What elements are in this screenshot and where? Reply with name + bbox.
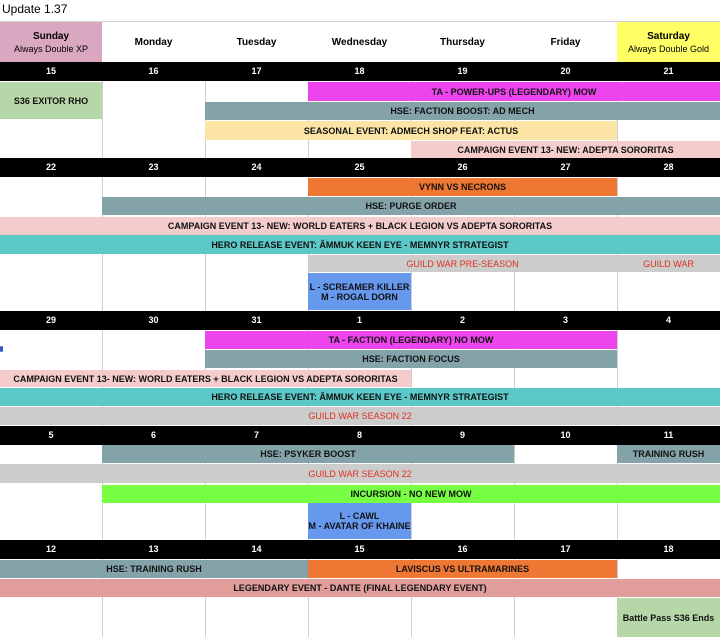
event-hse-faction-focus: HSE: FACTION FOCUS <box>205 350 617 368</box>
event-ta-faction-legendary-no-mow: TA - FACTION (LEGENDARY) NO MOW <box>205 331 617 349</box>
date-number: 4 <box>665 315 671 325</box>
date-number: 30 <box>148 315 159 325</box>
event-guild-war-pre-season: GUILD WAR PRE-SEASON <box>308 255 617 272</box>
date-number: 18 <box>663 544 674 554</box>
date-number: 31 <box>251 315 262 325</box>
event-l-screamer-killer-m-rogal-dorn: L - SCREAMER KILLER M - ROGAL DORN <box>308 273 411 310</box>
date-number: 24 <box>251 162 262 172</box>
event-laviscus-vs-ultramarines: LAVISCUS VS ULTRAMARINES <box>308 560 617 578</box>
event-hero-release-event-mmuk-keen-eye-memnyr-strategist: HERO RELEASE EVENT: ÂMMUK KEEN EYE - MEMNYR STRATEGIST <box>0 388 720 406</box>
date-number: 25 <box>354 162 365 172</box>
date-number: 11 <box>663 430 674 440</box>
event-guild-war-season-22: GUILD WAR SEASON 22 <box>0 464 720 483</box>
date-number: 9 <box>459 430 465 440</box>
page-title: Update 1.37 <box>2 2 68 16</box>
date-number: 13 <box>148 544 159 554</box>
date-number: 10 <box>560 430 571 440</box>
event-campaign-event-13-new-world-eaters-black-legion-vs-adepta-sororitas: CAMPAIGN EVENT 13- NEW: WORLD EATERS + BLACK LEGION VS ADEPTA SORORITAS <box>0 370 411 387</box>
date-number: 26 <box>457 162 468 172</box>
event-campaign-event-13-new-adepta-sororitas: CAMPAIGN EVENT 13- NEW: ADEPTA SORORITAS <box>411 141 720 158</box>
event-seasonal-event-admech-shop-feat-actus: SEASONAL EVENT: ADMECH SHOP FEAT: ACTUS <box>205 121 617 140</box>
date-number: 1 <box>356 315 362 325</box>
event-guild-war-season-22: GUILD WAR SEASON 22 <box>0 407 720 425</box>
date-number: 6 <box>150 430 156 440</box>
date-number: 29 <box>45 315 56 325</box>
day-header-monday <box>102 22 205 62</box>
week-date-row <box>0 540 720 559</box>
date-number: 8 <box>356 430 362 440</box>
date-number: 12 <box>45 544 56 554</box>
week-date-row <box>0 426 720 445</box>
date-number: 18 <box>354 66 365 76</box>
event-hse-faction-boost-ad-mech: HSE: FACTION BOOST: AD MECH <box>205 102 720 120</box>
date-number: 17 <box>251 66 262 76</box>
day-name: Wednesday <box>331 36 388 48</box>
day-header-wednesday <box>308 22 411 62</box>
event-hse-psyker-boost: HSE: PSYKER BOOST <box>102 445 514 463</box>
day-header-sunday <box>0 22 102 62</box>
day-header-friday <box>514 22 617 62</box>
date-number: 16 <box>457 544 468 554</box>
day-name: Saturday <box>647 30 690 42</box>
event-training-rush: TRAINING RUSH <box>617 445 720 463</box>
day-name: Monday <box>134 36 173 48</box>
event-legendary-event-dante-final-legendary-event: LEGENDARY EVENT - DANTE (FINAL LEGENDARY EVENT) <box>0 579 720 597</box>
day-header-thursday <box>411 22 514 62</box>
date-number: 28 <box>663 162 674 172</box>
date-number: 21 <box>663 66 674 76</box>
date-number: 2 <box>459 315 465 325</box>
day-note: Always Double Gold <box>627 43 710 54</box>
event-vynn-vs-necrons: VYNN VS NECRONS <box>308 178 617 196</box>
event-hero-release-event-mmuk-keen-eye-memnyr-strategist: HERO RELEASE EVENT: ÂMMUK KEEN EYE - MEMNYR STRATEGIST <box>0 235 720 254</box>
day-name: Sunday <box>32 30 70 42</box>
day-header-tuesday <box>205 22 308 62</box>
event-s36-exitor-rho: S36 EXITOR RHO <box>0 82 102 119</box>
event-guild-war: GUILD WAR <box>617 255 720 272</box>
date-number: 22 <box>45 162 56 172</box>
date-number: 16 <box>148 66 159 76</box>
date-number: 23 <box>148 162 159 172</box>
date-number: 5 <box>48 430 54 440</box>
date-number: 15 <box>45 66 56 76</box>
day-note: Always Double XP <box>13 43 89 54</box>
day-name: Tuesday <box>236 36 277 48</box>
event-battle-pass-s36-ends: Battle Pass S36 Ends <box>617 598 720 637</box>
date-number: 14 <box>251 544 262 554</box>
date-number: 20 <box>560 66 571 76</box>
day-header-saturday <box>617 22 720 62</box>
event-l-cawl-m-avatar-of-khaine: L - CAWL M - AVATAR OF KHAINE <box>308 503 411 539</box>
date-number: 19 <box>457 66 468 76</box>
week-date-row <box>0 62 720 81</box>
date-number: 7 <box>253 430 259 440</box>
event-incursion-no-new-mow: INCURSION - NO NEW MOW <box>102 485 720 503</box>
date-number: 15 <box>354 544 365 554</box>
week-date-row <box>0 158 720 177</box>
event-ta-power-ups-legendary-mow: TA - POWER-UPS (LEGENDARY) MOW <box>308 82 720 101</box>
event-hse-training-rush: HSE: TRAINING RUSH <box>0 560 308 578</box>
day-name: Thursday <box>439 36 485 48</box>
day-name: Friday <box>550 36 581 48</box>
event-hse-purge-order: HSE: PURGE ORDER <box>102 197 720 215</box>
date-number: 17 <box>560 544 571 554</box>
marker-dot <box>0 346 3 352</box>
week-date-row <box>0 311 720 330</box>
event-campaign-event-13-new-world-eaters-black-legion-vs-adepta-sororitas: CAMPAIGN EVENT 13- NEW: WORLD EATERS + BLACK LEGION VS ADEPTA SORORITAS <box>0 217 720 235</box>
date-number: 3 <box>562 315 568 325</box>
date-number: 27 <box>560 162 571 172</box>
